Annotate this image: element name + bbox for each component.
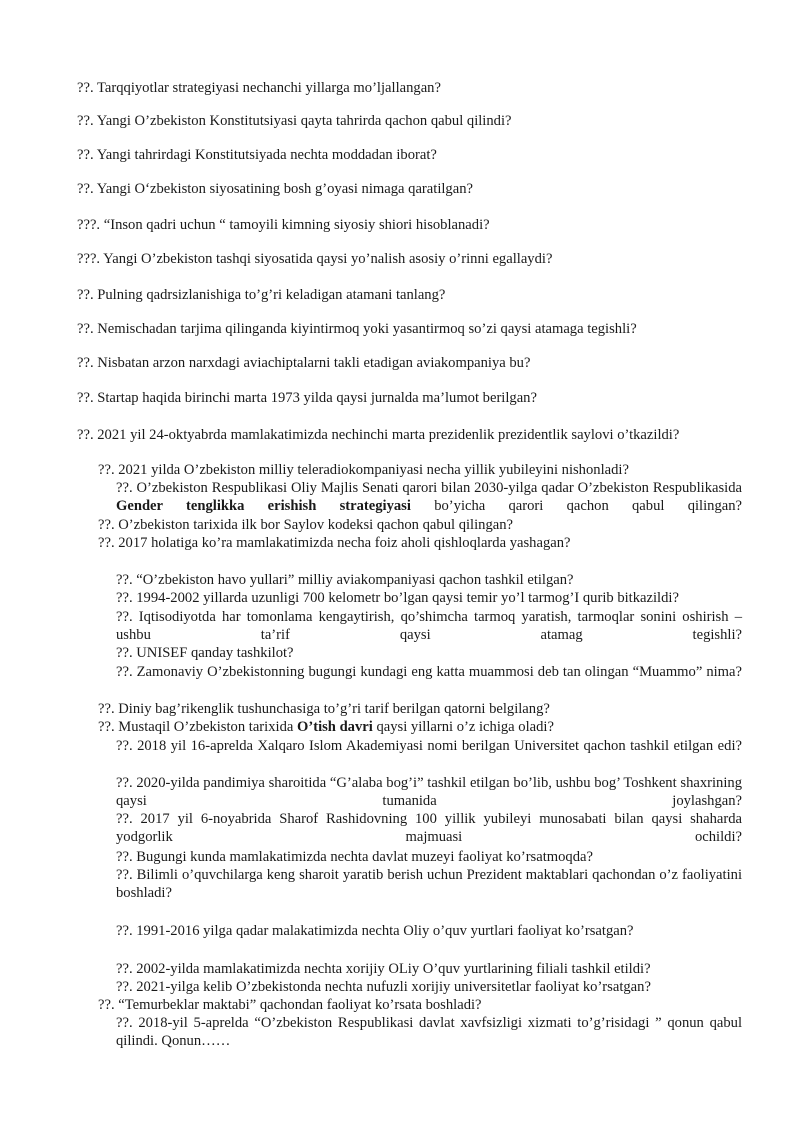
question-3: ??. Yangi tahrirdagi Konstitutsiyada nechta moddadan iborat? [77, 147, 437, 163]
question-17: ??. 1994-2002 yillarda uzunligi 700 kelometr bo’lgan qaysi temir yo’l tarmog’I qurib bitkazildi? [116, 590, 679, 606]
question-22 [98, 718, 554, 736]
question-18: ??. Iqtisodiyotda har tomonlama kengaytirish, qo’shimcha tarmoq yaratish, tarmoqlar sonini oshirish – ushbu ta’rif qaysi atamag tegishli? [116, 609, 742, 643]
question-22-text: ??. Mustaqil O’zbekiston tarixida [98, 719, 294, 735]
question-20: ??. Zamonaviy O’zbekistonning bugungi kundagi eng katta muammosi deb tan olingan “Muammo” nima? [116, 664, 742, 680]
question-32: ??. 2018-yil 5-aprelda “O’zbekiston Respublikasi davlat xavfsizligi xizmati to’g’risidagi ” qonun qabul qilindi. Qonun…… [116, 1015, 742, 1049]
question-11: ??. 2021 yil 24-oktyabrda mamlakatimizda nechinchi marta prezidenlik prezidentlik saylovi o’tkazildi? [77, 427, 680, 443]
question-26: ??. Bugungi kunda mamlakatimizda nechta davlat muzeyi faoliyat ko’rsatmoqda? [116, 849, 593, 865]
question-9: ??. Nisbatan arzon narxdagi aviachiptalarni takli etadigan aviakompaniya bu? [77, 355, 531, 371]
question-2: ??. Yangi O’zbekiston Konstitutsiyasi qayta tahrirda qachon qabul qilindi? [77, 113, 512, 129]
question-10: ??. Startap haqida birinchi marta 1973 yilda qaysi jurnalda ma’lumot berilgan? [77, 390, 537, 406]
question-24: ??. 2020-yilda pandimiya sharoitida “G’alaba bog’i” tashkil etilgan bo’lib, ushbu bog’ Toshkent shaxrining qaysi tumanida joylashgan? [116, 775, 742, 809]
question-22-text-end: qaysi yillarni o’z ichiga oladi? [376, 719, 554, 735]
question-23: ??. 2018 yil 16-aprelda Xalqaro Islom Akademiyasi nomi berilgan Universitet qachon tashkil etilgan edi? [116, 738, 742, 754]
question-5: ???. “Inson qadri uchun “ tamoyili kimning siyosiy shiori hisoblanadi? [77, 217, 490, 233]
question-7: ??. Pulning qadrsizlanishiga to’g’ri keladigan atamani tanlang? [77, 287, 446, 303]
question-27: ??. Bilimli o’quvchilarga keng sharoit yaratib berish uchun Prezident maktablari qachondan o’z faoliyatini boshladi? [116, 867, 742, 901]
question-1: ??. Tarqqiyotlar strategiyasi nechanchi yillarga mo’ljallangan? [77, 80, 441, 96]
question-4: ??. Yangi O‘zbekiston siyosatining bosh g’oyasi nimaga qaratilgan? [77, 181, 473, 197]
question-13-bold-term: Gender tenglikka erishish strategiyasi [116, 498, 411, 514]
question-14: ??. O’zbekiston tarixida ilk bor Saylov kodeksi qachon qabul qilingan? [98, 517, 514, 533]
question-22-bold-term: O’tish davri [297, 719, 373, 735]
question-21: ??. Diniy bag’rikenglik tushunchasiga to’g’ri tarif berilgan qatorni belgilang? [98, 701, 550, 717]
question-13-text-end: bo’yicha qarori qachon qabul qilingan? [434, 498, 742, 514]
question-15: ??. 2017 holatiga ko’ra mamlakatimizda necha foiz aholi qishloqlarda yashagan? [98, 535, 571, 551]
question-30: ??. 2021-yilga kelib O’zbekistonda nechta nufuzli xorijiy universitetlar faoliyat ko’rsatgan? [116, 979, 651, 995]
question-8: ??. Nemischadan tarjima qilinganda kiyintirmoq yoki yasantirmoq so’zi qaysi atamaga tegishli? [77, 321, 637, 337]
question-19: ??. UNISEF qanday tashkilot? [116, 645, 294, 661]
question-29: ??. 2002-yilda mamlakatimizda nechta xorijiy OLiy O’quv yurtlarining filiali tashkil etildi? [116, 961, 651, 977]
question-6: ???. Yangi O’zbekiston tashqi siyosatida qaysi yo’nalish asosiy o’rinni egallaydi? [77, 251, 553, 267]
question-16: ??. “O’zbekiston havo yullari” milliy aviakompaniyasi qachon tashkil etilgan? [116, 572, 574, 588]
question-25: ??. 2017 yil 6-noyabrida Sharof Rashidovning 100 yillik yubileyi munosabati bilan qaysi shaharda yodgorlik majmuasi ochildi? [116, 811, 742, 845]
question-31: ??. “Temurbeklar maktabi” qachondan faoliyat ko’rsata boshladi? [98, 997, 482, 1013]
question-13-text: ??. O’zbekiston Respublikasi Oliy Majlis Senati qarori bilan 2030-yilga qadar O’zbekiston Respublikasida [116, 480, 742, 496]
question-12: ??. 2021 yilda O’zbekiston milliy teleradiokompaniyasi necha yillik yubileyini nishonladi? [98, 462, 629, 478]
question-28: ??. 1991-2016 yilga qadar malakatimizda nechta Oliy o’quv yurtlari faoliyat ko’rsatgan? [116, 923, 634, 939]
